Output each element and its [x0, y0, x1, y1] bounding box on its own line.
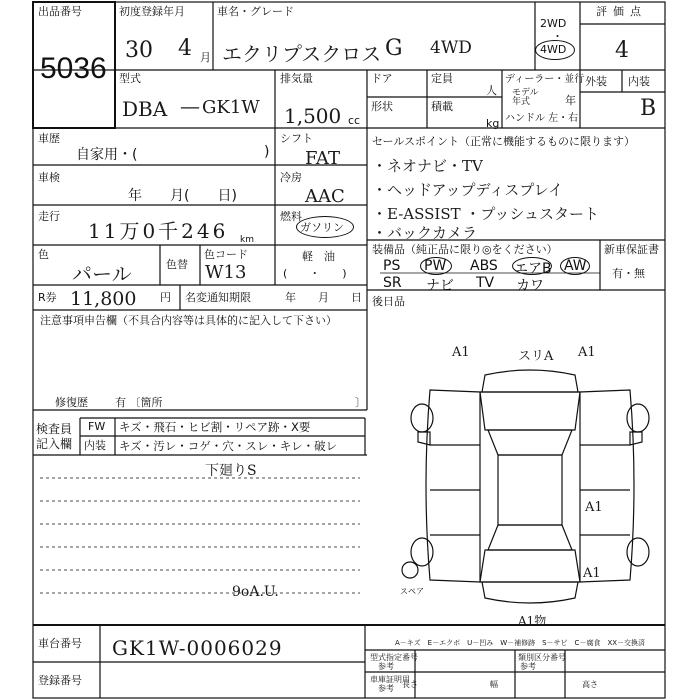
damage-mark: A1: [578, 345, 596, 360]
length-label: 長さ: [402, 680, 418, 689]
name-change-value: 年 月 日: [285, 291, 362, 304]
name-grade-label: 車名・グレード: [217, 5, 294, 18]
ref-label-3: 参考: [378, 684, 394, 693]
spare-label: スペア: [400, 587, 424, 596]
interior-score: B: [640, 96, 657, 121]
recycle-label: R券: [38, 291, 57, 304]
color-value: パール: [72, 262, 132, 286]
displacement-unit: cc: [348, 114, 361, 127]
width-label: 幅: [490, 680, 498, 689]
shape-label: 形状: [371, 100, 393, 113]
height-label: 高さ: [582, 680, 598, 689]
sales-points-title: セールスポイント（正常に機能するものに限ります）: [372, 135, 636, 148]
equip-leather: カワ: [516, 278, 544, 294]
ac-label: 冷房: [280, 171, 302, 184]
equip-pw: PW: [424, 258, 447, 274]
year-unit: 年: [565, 94, 576, 107]
history-close: ): [264, 144, 270, 160]
displacement-value: 1,500: [284, 104, 342, 128]
lot-number: 5036: [40, 52, 107, 85]
chassis-label: 車台番号: [38, 637, 82, 650]
history-label: 車歴: [38, 132, 60, 145]
displacement-label: 排気量: [280, 72, 313, 85]
load-unit: kg: [486, 117, 500, 130]
fuel-label: 燃料: [280, 210, 302, 223]
exterior-label: 外装: [585, 75, 607, 88]
class-number-label: 類別区分番号: [518, 653, 566, 662]
shaken-value: 年 月( 日): [128, 188, 237, 204]
recycle-unit: 円: [160, 291, 171, 304]
lot-label: 出品番号: [38, 5, 82, 18]
drive-4wd: 4WD: [540, 43, 567, 56]
repair-label: 修復歴: [55, 396, 88, 409]
shaken-label: 車検: [38, 171, 60, 184]
inspector-note: 下廻りS: [205, 463, 257, 479]
ac-value: AAC: [305, 186, 345, 207]
warranty-label: 新車保証書: [604, 243, 659, 256]
equipment-title: 装備品（純正品に限り◎をください）: [372, 243, 558, 256]
chassis-value: GK1W-0006029: [112, 636, 283, 660]
damage-mark: スリA: [518, 349, 554, 364]
interior-label: 内装: [628, 75, 650, 88]
color-label: 色: [38, 248, 49, 261]
vin-label: 車庫証明用: [370, 675, 410, 684]
model-code: GK1W: [202, 97, 260, 118]
shift-value: FAT: [305, 148, 340, 169]
type-number-label: 型式指定番号: [370, 653, 418, 662]
equip-aw: AW: [564, 258, 587, 274]
grade: G: [385, 36, 403, 61]
model-label: 型式: [119, 72, 141, 85]
color-code-label: 色コード: [204, 248, 248, 261]
equip-abs: ABS: [470, 258, 498, 274]
model-dash: —: [180, 94, 200, 118]
sales-point-item: ・E-ASSIST ・プッシュスタート: [372, 205, 600, 223]
dealer-label: ディーラー・並行: [505, 74, 585, 85]
sales-point-item: ・ネオナビ・TV: [372, 157, 483, 175]
inspector-note: 9oA.U.: [232, 584, 279, 600]
mileage-label: 走行: [38, 210, 60, 223]
sales-point-item: ・バックカメラ: [372, 224, 478, 242]
capacity-unit: 人: [486, 84, 497, 97]
repair-value: 有 〔箇所: [115, 396, 163, 409]
ref-label-2: 参考: [520, 662, 536, 671]
model-year-label: モデル 年式: [512, 88, 539, 107]
doors-label: ドア: [371, 72, 393, 85]
mileage-value: 11万0千246: [88, 219, 229, 243]
damage-mark: A1: [585, 500, 603, 515]
fw-label: FW: [88, 420, 106, 433]
damage-mark: A1: [583, 566, 601, 581]
equip-airbag: エアB: [514, 261, 552, 277]
drive-dot: ・: [552, 30, 563, 43]
drive-2wd: 2WD: [540, 17, 567, 30]
damage-mark: A1: [452, 345, 470, 360]
drive-handwritten: 4WD: [430, 38, 472, 58]
car-diagram: [400, 340, 660, 620]
color-shade-label: 色替: [166, 258, 188, 271]
equip-sr: SR: [383, 275, 402, 291]
first-reg-month: 4: [178, 36, 192, 61]
ref-label: 参考: [378, 662, 394, 671]
equip-tv: TV: [476, 275, 495, 291]
shift-label: シフト: [280, 132, 313, 145]
first-reg-year: 30: [125, 38, 153, 63]
name-change-label: 名変通知期限: [185, 291, 251, 304]
handle-label: ハンドル 左・右: [505, 113, 579, 124]
sales-point-item: ・ヘッドアップディスプレイ: [372, 181, 563, 199]
first-reg-label: 初度登録年月: [119, 5, 185, 18]
inspector-label: 検査員 記入欄: [36, 422, 73, 451]
warranty-value: 有・無: [612, 267, 645, 280]
score-label: 評価点: [596, 5, 647, 18]
damage-legend: A－キズ E－エクボ U－凹み W－補修跡 S－サビ C－腐食 XX－交換済: [395, 639, 646, 647]
damage-mark: A1物: [518, 614, 547, 628]
score-value: 4: [615, 38, 629, 63]
capacity-label: 定員: [431, 72, 453, 85]
interior-items: キズ・汚レ・コゲ・穴・スレ・キレ・破レ: [119, 439, 338, 453]
equip-ps: PS: [383, 258, 401, 274]
fw-items: キズ・飛石・ヒビ割・リペア跡・X要: [119, 420, 311, 434]
model-prefix: DBA: [122, 97, 168, 121]
repair-close: 〕: [355, 396, 366, 409]
history-value: 自家用・(: [76, 147, 138, 163]
fuel-diesel: 軽 油: [302, 250, 335, 263]
color-code-value: W13: [205, 262, 247, 283]
car-name: エクリプスクロス: [222, 42, 382, 66]
fuel-gas: ガソリン: [300, 221, 344, 234]
diagram-title: 後日品: [372, 295, 405, 308]
equip-navi: ナビ: [426, 278, 454, 294]
load-label: 積載: [431, 100, 453, 113]
recycle-value: 11,800: [70, 288, 137, 310]
interior-insp-label: 内装: [84, 439, 106, 452]
month-unit: 月: [200, 51, 211, 64]
fuel-paren: ( ・ ): [283, 267, 347, 280]
registration-label: 登録番号: [38, 674, 82, 687]
notes-title: 注意事項申告欄（不具合内容等は具体的に記入して下さい）: [40, 314, 337, 327]
mileage-unit: km: [240, 235, 254, 245]
